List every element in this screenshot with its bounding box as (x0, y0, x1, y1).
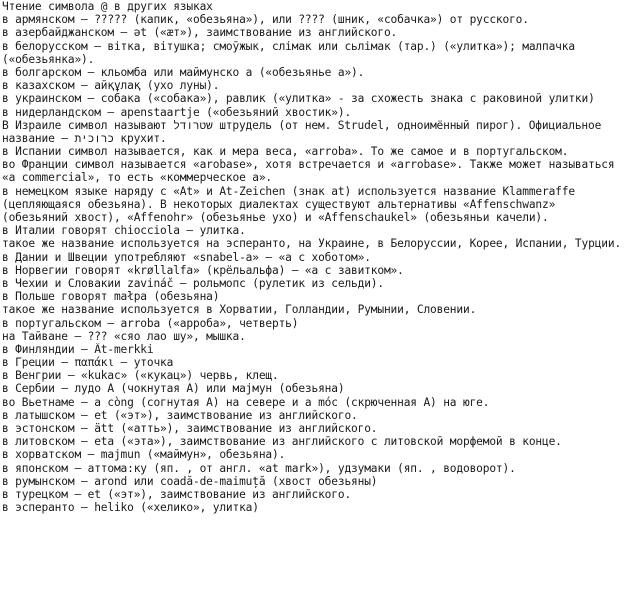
text-line: «a commercial», то есть «коммерческое а». (2, 171, 273, 185)
text-line: («обезьянка»). (2, 52, 95, 66)
text-line: в эсперанто — heliko («хелико», улитка) (2, 501, 259, 515)
text-line: в латышском — et («эт»), заимствование из английского. (2, 408, 358, 422)
text-line: в Дании и Швеции употребляют «snabel-a» — «а с хоботом». (2, 250, 371, 264)
text-line: в литовском — eta («эта»), заимствование из английского с литовской морфемой в конце. (2, 435, 562, 449)
text-line: в Финляндии — Ät-merkki (2, 342, 154, 356)
text-line: в Италии говорят chiocciola — улитка. (2, 224, 246, 238)
text-line: во Франции символ называется «arobase», хотя встречается и «arrobase». Также может называться (2, 158, 615, 172)
text-line: в турецком — et («эт»), заимствование из английского. (2, 487, 352, 501)
text-line: такое же название используется в Хорватии, Голландии, Румынии, Словении. (2, 303, 477, 317)
text-line: в румынском — arond или coadă-de-maimuță (хвост обезьяны) (2, 474, 378, 488)
text-line: в белорусском — вітка, вітушка; смоўжык, слімак или сьлімак (тар.) («улитка»); малпачка (2, 39, 575, 53)
text-line: в португальском — arroba («арроба», четверть) (2, 316, 299, 330)
text-line: в немецком языке наряду с «At» и At-Zeichen (знак at) используется название Klammeraffe (2, 184, 575, 198)
text-line: в болгарском — кльомба или маймунско а («обезьянье а»). (2, 65, 365, 79)
text-line: в эстонском — ätt («атть»), заимствование из английского. (2, 422, 378, 435)
text-line: в Греции — παπάκι — уточка (2, 356, 174, 370)
text-line: в украинском — собака («собака»), равлик («улитка» - за схожесть знака с раковиной улитки) (2, 92, 595, 106)
text-line: в хорватском — majmun («маймун», обезьяна). (2, 448, 286, 462)
text-line: в Польше говорят małpa (обезьяна) (2, 290, 220, 304)
text-line: В Израиле символ называют שטרודל штрудель (от нем. Strudel, одноимённый пирог). Официальное (2, 118, 602, 132)
text-line: в Сербии — лудо А (чокнутая А) или мајмун (обезьяна) (2, 382, 345, 396)
text-line: (цепляющаяся обезьяна). В некоторых диалектах существуют альтернативы «Affenschwanz» (2, 197, 556, 211)
text-line: в нидерландском — apenstaartje («обезьяний хвостик»). (2, 105, 352, 119)
text-line: в Испании символ называется, как и мера веса, «arroba». То же самое и в португальском. (2, 145, 569, 159)
text-line: (обезьяний хвост), «Affenohr» (обезьянье ухо) и «Affenschaukel» (обезьяньи качели). (2, 211, 549, 224)
text-line: на Тайване — ??? «сяо лао шу», мышка. (2, 329, 246, 343)
document-text (2, 0, 635, 514)
text-line: в японском — аттома:ку (яп. , от англ. «at mark»), удзумаки (яп. , водоворот). (2, 461, 516, 475)
text-line: в армянском — ????? (капик, «обезьяна»), или ???? (шник, «собачка») от русского. (2, 13, 529, 27)
text-line: в казахском — айқұлақ (ухо луны). (2, 79, 220, 93)
text-line: в азербайджанском — ət («æт»), заимствование из английского. (2, 26, 398, 40)
text-line: в Чехии и Словакии zavináč — рольмопс (рулетик из сельди). (2, 276, 384, 290)
text-line: во Вьетнаме — a còng (согнутая А) на севере и a móc (скрюченная А) на юге. (2, 395, 490, 409)
text-line: название — כרוכית крухит. (2, 131, 167, 145)
text-line: такое же название используется на эсперанто, на Украине, в Белоруссии, Корее, Испании, Турции. (2, 237, 622, 251)
text-line: в Венгрии — «kukac» («кукац») червь, клещ. (2, 369, 279, 383)
text-line: в Норвегии говорят «krøllalfa» (крёльальфа) — «а с завитком». (2, 263, 404, 277)
text-line: Чтение символа @ в других языках (2, 0, 213, 13)
